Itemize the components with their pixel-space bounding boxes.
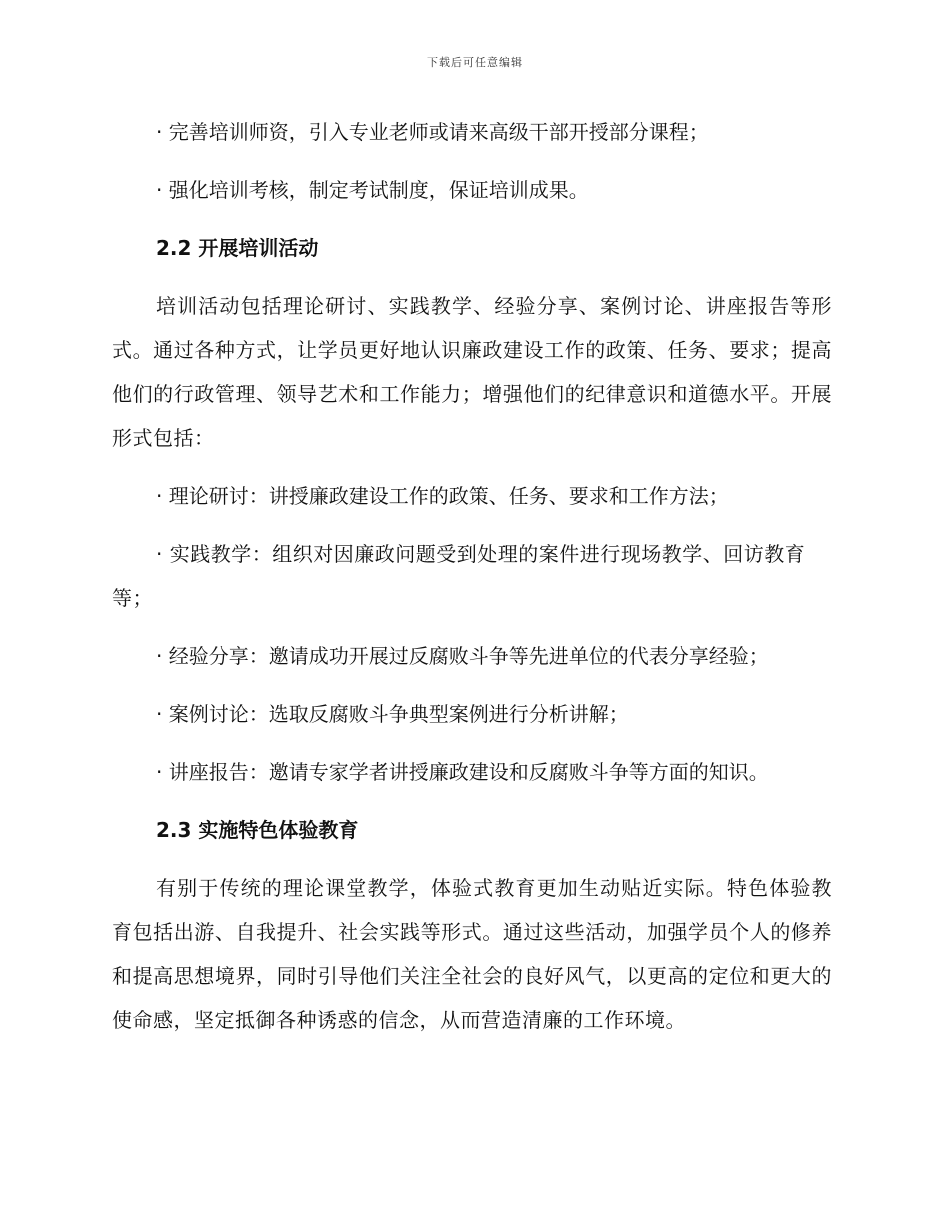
- section-paragraph-2-3: 有别于传统的理论课堂教学，体验式教育更加生动贴近实际。特色体验教育包括出游、自我提升、社会实践等形式。通过这些活动，加强学员个人的修养和提高思想境界，同时引导他们关注全社会的良好风气，以更高的定位和更大的使命感，坚定抵御各种诱惑的信念，从而营造清廉的工作环境。: [112, 876, 832, 1032]
- bullet-lecture-report: · 讲座报告：邀请专家学者讲授廉政建设和反腐败斗争等方面的知识。: [156, 760, 769, 784]
- section-heading-2-2: 2.2 开展培训活动: [156, 236, 319, 260]
- document-body: [112, 110, 832, 1056]
- bullet-training-assessment: · 强化培训考核，制定考试制度，保证培训成果。: [156, 178, 589, 202]
- section-paragraph-2-2: 培训活动包括理论研讨、实践教学、经验分享、案例讨论、讲座报告等形式。通过各种方式，让学员更好地认识廉政建设工作的政策、任务、要求；提高他们的行政管理、领导艺术和工作能力；增强他们的纪律意识和道德水平。开展形式包括：: [112, 294, 832, 450]
- bullet-experience-sharing: · 经验分享：邀请成功开展过反腐败斗争等先进单位的代表分享经验；: [156, 644, 769, 668]
- section-heading-2-3: 2.3 实施特色体验教育: [156, 818, 359, 842]
- bullet-practice-teaching: · 实践教学：组织对因廉政问题受到处理的案件进行现场教学、回访教育等；: [112, 542, 806, 610]
- bullet-theory-seminar: · 理论研讨：讲授廉政建设工作的政策、任务、要求和工作方法；: [156, 484, 729, 508]
- header-note: 下载后可任意编辑: [427, 56, 523, 69]
- bullet-training-faculty: · 完善培训师资，引入专业老师或请来高级干部开授部分课程；: [156, 120, 709, 144]
- bullet-case-discussion: · 案例讨论：选取反腐败斗争典型案例进行分析讲解；: [156, 702, 629, 726]
